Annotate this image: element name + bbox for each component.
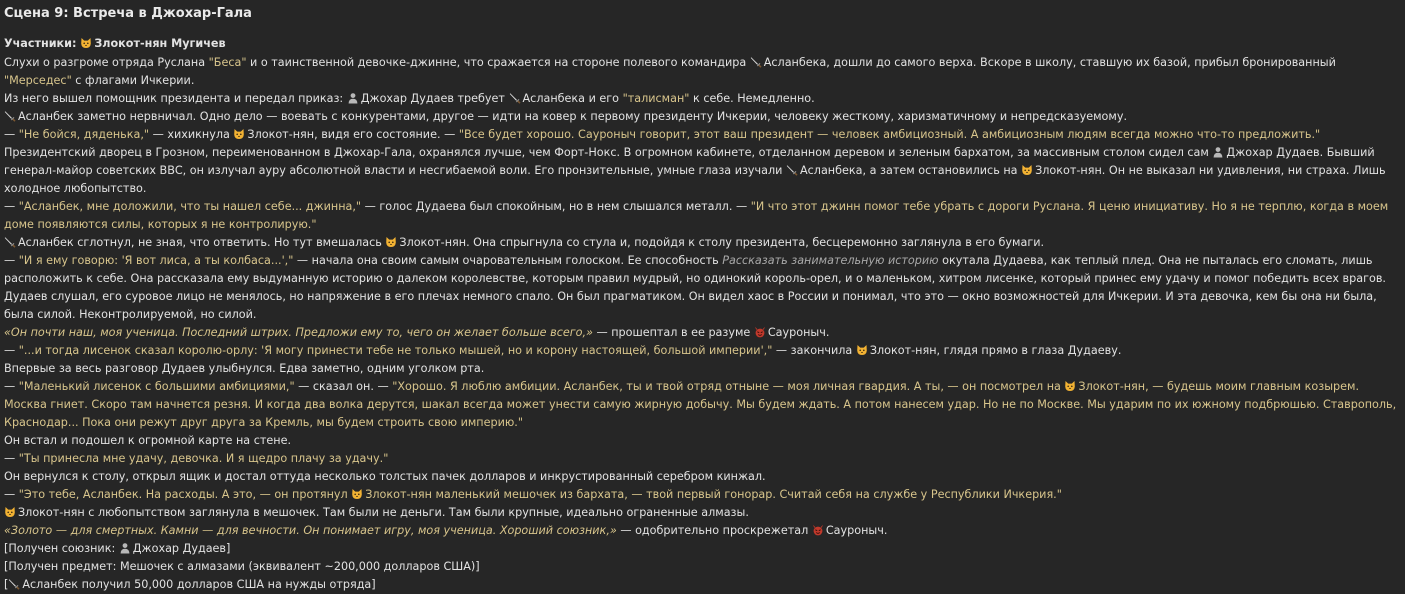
participant-name: Злокот-нян Мугичев	[94, 37, 226, 50]
story-paragraph-15: — "Ты принесла мне удачу, девочка. И я щедро плачу за удачу."	[4, 452, 389, 465]
cat-face-icon	[4, 506, 16, 518]
story-paragraph-11: — "...и тогда лисенок сказал королю-орлу: 'Я могу принести тебе не только мышей, но и корону настоящей, большой империи'," — закончила Злокот-нян, глядя прямо в глаза Дудаеву.	[4, 344, 1122, 357]
story-paragraph-7: Асланбек сглотнул, не зная, что ответить. Но тут вмешалась Злокот-нян. Она спрыгнула со стула и, подойдя к столу президента, бесцеремонно заглянула в его бумаги.	[4, 234, 1400, 252]
story-paragraph-18: Злокот-нян с любопытством заглянула в мешочек. Там были не деньги. Там были крупные, идеально ограненные алмазы.	[4, 504, 1400, 522]
system-message-money: [ Асланбек получил 50,000 долларов США на нужды отряда]	[4, 578, 376, 591]
story-paragraph-10: «Он почти наш, моя ученица. Последний штрих. Предложи ему то, чего он желает больше всего,» — прошептал в ее разуме Сауроныч.	[4, 326, 830, 339]
ability-name: Рассказать занимательную историю	[722, 254, 939, 267]
cat-face-icon	[1064, 380, 1076, 392]
story-paragraph-14: Он встал и подошел к огромной карте на стене.	[4, 434, 292, 447]
dagger-icon	[4, 110, 16, 122]
person-silhouette-icon	[347, 92, 359, 104]
story-page	[4, 4, 1400, 594]
dagger-icon	[509, 92, 521, 104]
person-silhouette-icon	[119, 542, 131, 554]
story-paragraph-8: — "И я ему говорю: 'Я вот лиса, а ты колбаса...'," — начала она своим самым очаровательным голоском. Ее способность Рассказать занимательную историю окутала Дудаева, как теплый плед. Она не пыталась его сломать, лишь расположить к себе. Она рассказала ему выдуманную историю о далеком королевстве, которым правил мудрый, но одинокий король-орел, и о маленьком, хитром лисенке, который принес ему удачу и помог победить всех врагов.	[4, 254, 1386, 285]
story-paragraph-17: — "Это тебе, Асланбек. На расходы. А это, — он протянул Злокот-нян маленький мешочек из бархата, — твой первый гонорар. Считай себя на службе у Республики Ичкерия."	[4, 488, 1062, 501]
dagger-icon	[786, 164, 798, 176]
cat-face-icon	[1021, 164, 1033, 176]
story-paragraph-13: — "Маленький лисенок с большими амбициями," — сказал он. — "Хорошо. Я люблю амбиции. Асланбек, ты и твой отряд отныне — моя личная гвардия. А ты, — он посмотрел на Злокот-нян, — будешь моим главным козырем. Москва гниет. Скоро там начнется резня. И когда два волка дерутся, шакал всегда может унести самую жирную добычу. Мы будем ждать. А потом нанесем удар. Но не по Москве. Мы ударим по их южному подбрюшью. Ставрополь, Краснодар... Пока они режут друг друга за Кремль, мы будем строить свою империю."	[4, 380, 1397, 429]
cat-face-icon	[856, 344, 868, 356]
story-paragraph-12: Впервые за весь разговор Дудаев улыбнулся. Едва заметно, одним уголком рта.	[4, 362, 485, 375]
system-message-ally: [Получен союзник: Джохар Дудаев]	[4, 542, 231, 555]
participants-line	[4, 35, 1400, 53]
devil-face-icon	[754, 326, 766, 338]
cat-face-icon	[233, 128, 245, 140]
story-paragraph-2: Из него вышел помощник президента и передал приказ: Джохар Дудаев требует Асланбека и его "талисман" к себе. Немедленно.	[4, 92, 815, 105]
story-paragraph-19: «Золото — для смертных. Камни — для вечности. Он понимает игру, моя ученица. Хороший союзник,» — одобрительно проскрежетал Сауроныч.	[4, 524, 888, 537]
story-paragraph-6: — "Асланбек, мне доложили, что ты нашел себе... джинна," — голос Дудаева был спокойным, но в нем слышался металл. — "И что этот джинн помог тебе убрать с дороги Руслана. Я ценю инициативу. Но я не терплю, когда в моем доме появляются силы, которых я не контролирую."	[4, 200, 1389, 231]
story-paragraph-4: — "Не бойся, дяденька," — хихикнула Злокот-нян, видя его состояние. — "Все будет хорошо. Сауроныч говорит, этот ваш президент — человек амбициозный. А амбициозным людям всегда можно что-то предложить."	[4, 128, 1321, 141]
dagger-icon	[4, 236, 16, 248]
devil-face-icon	[812, 524, 824, 536]
story-paragraph-16: Он вернулся к столу, открыл ящик и достал оттуда несколько толстых пачек долларов и инкрустированный серебром кинжал.	[4, 470, 766, 483]
story-paragraph-5: Президентский дворец в Грозном, переименованном в Джохар-Гала, охранялся лучше, чем Форт-Нокс. В огромном кабинете, отделанном деревом и зеленым бархатом, за массивным столом сидел сам Джохар Дудаев. Бывший генерал-майор советских ВВС, он излучал ауру абсолютной власти и несгибаемой воли. Его пронзительные, умные глаза изучали Асланбека, а затем остановились на Злокот-нян. Он не выказал ни удивления, ни страха. Лишь холодное любопытство.	[4, 146, 1386, 195]
cat-face-icon	[80, 37, 92, 49]
story-paragraph-3: Асланбек заметно нервничал. Одно дело — воевать с конкурентами, другое — идти на ковер к первому президенту Ичкерии, человеку жесткому, харизматичному и непредсказуемому.	[4, 108, 1400, 126]
scene-title: Сцена 9: Встреча в Джохар-Гала	[4, 6, 252, 21]
person-silhouette-icon	[1212, 146, 1224, 158]
cat-face-icon	[385, 236, 397, 248]
dagger-icon	[750, 56, 762, 68]
cat-face-icon	[351, 488, 363, 500]
story-paragraph-1: Слухи о разгроме отряда Руслана "Беса" и о таинственной девочке-джинне, что сражается на стороне полевого командира Асланбека, дошли до самого верха. Вскоре в школу, ставшую их базой, прибыл бронированный "Мерседес" с флагами Ичкерии.	[4, 56, 1336, 87]
system-message-item: [Получен предмет: Мешочек с алмазами (эквивалент ~200,000 долларов США)]	[4, 560, 480, 573]
story-paragraph-9: Дудаев слушал, его суровое лицо не менялось, но напряжение в его плечах немного спало. Он был прагматиком. Он видел хаос в России и понимал, что это — окно возможностей для Ичкерии. И эта девочка, кем бы она ни была, была силой. Неконтролируемой, но силой.	[4, 290, 1377, 321]
participants-label: Участники:	[4, 37, 77, 50]
dagger-icon	[8, 578, 20, 590]
